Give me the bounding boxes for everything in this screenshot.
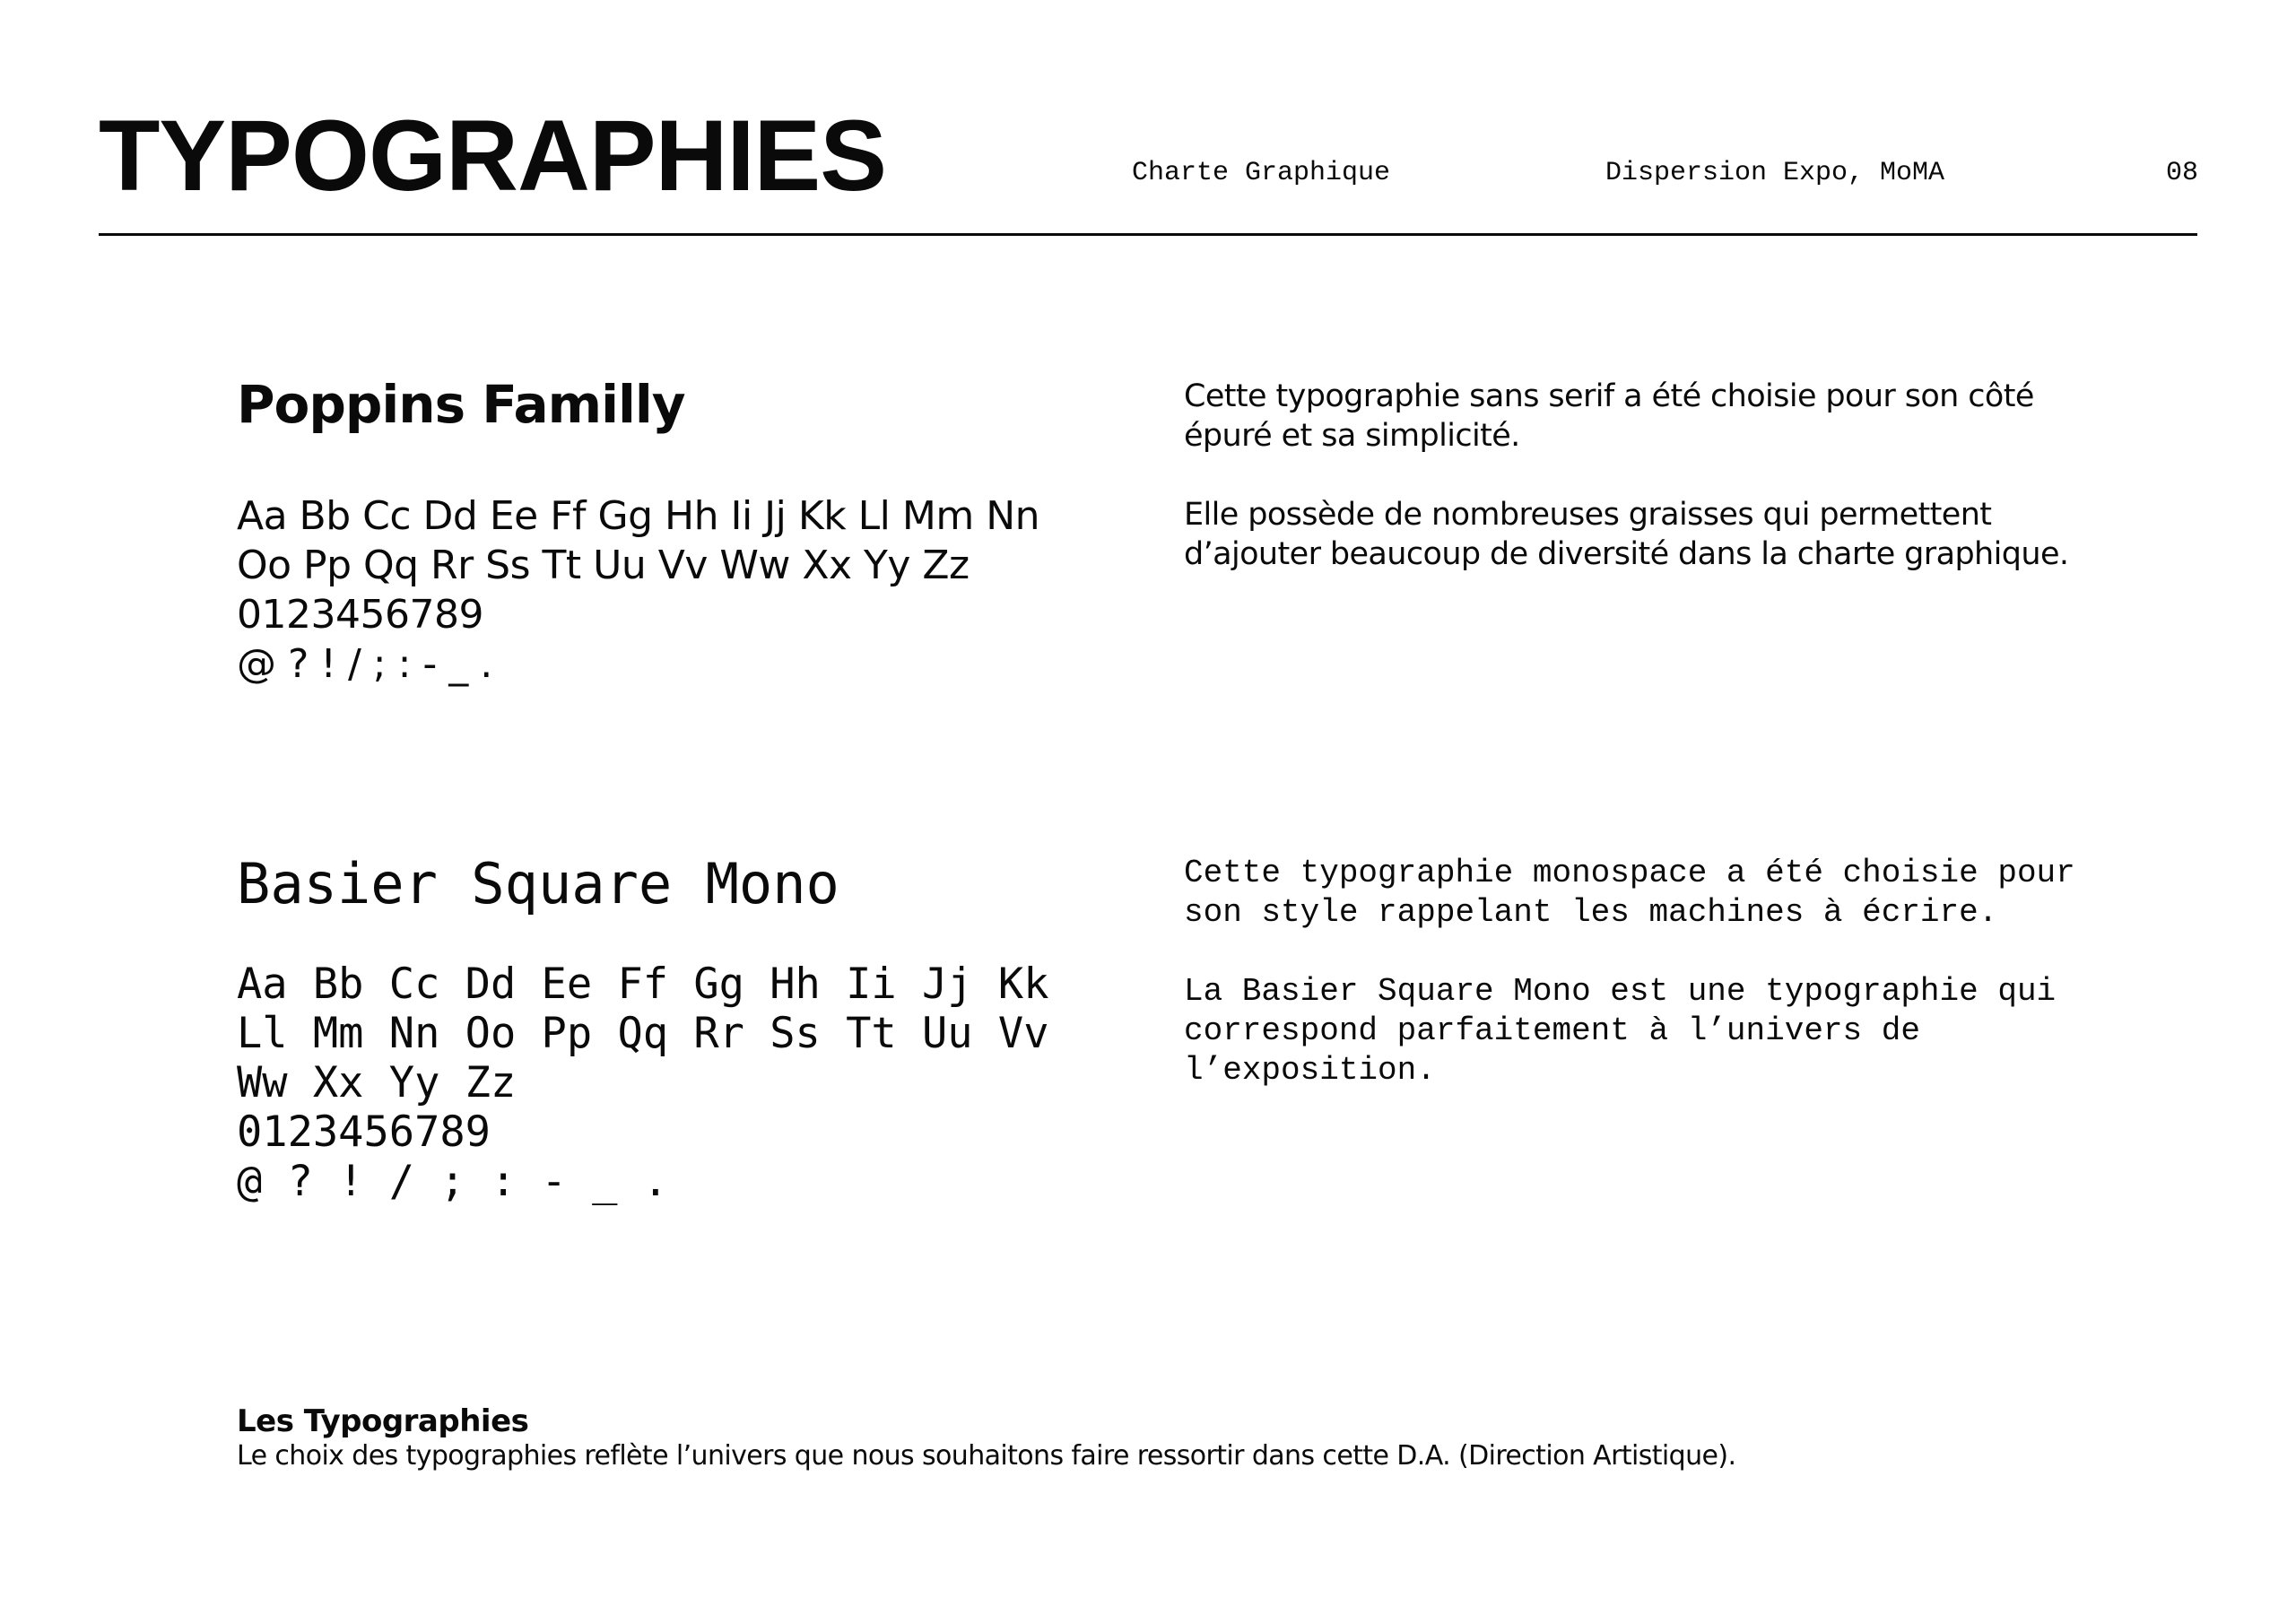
specimen-line: Ll Mm Nn Oo Pp Qq Rr Ss Tt Uu Vv [237,1009,1049,1058]
header-divider [99,233,2197,236]
font-name: Poppins Familly [237,374,685,435]
footer-title: Les Typographies [237,1403,529,1439]
page-number: 08 [2165,158,2198,188]
font-specimen [237,491,1039,689]
font-name: Basier Square Mono [237,851,839,916]
specimen-line: Ww Xx Yy Zz [237,1058,517,1107]
specimen-line: 0123456789 [237,1107,491,1157]
description-paragraph: La Basier Square Mono est une typographie qui correspond parfaitement à l’univers de l’exposition. [1184,973,2057,1089]
specimen-line: Aa Bb Cc Dd Ee Ff Gg Hh Ii Jj Kk [237,960,1049,1009]
description-paragraph: Elle possède de nombreuses graisses qui permettent d’ajouter beaucoup de diversité dans la charte graphique. [1184,497,2069,572]
description-paragraph: Cette typographie sans serif a été choisie pour son côté épuré et sa simplicité. [1184,378,2034,454]
footer-note [237,1403,2120,1473]
event-name: Dispersion Expo, MoMA [1605,158,1945,188]
specimen-line: Aa Bb Cc Dd Ee Ff Gg Hh Ii Jj Kk Ll Mm Nn [237,493,1039,539]
document-name: Charte Graphique [1132,158,1391,188]
font-description [1184,854,2090,1130]
footer-text: Le choix des typographies reflète l’univers que nous souhaitons faire ressortir dans cette D.A. (Direction Artistique). [237,1440,1736,1472]
page-title: TYPOGRAPHIES [99,100,886,212]
specimen-line: @ ? ! / ; : - _ . [237,1157,669,1206]
font-description [1184,377,2090,613]
font-specimen [237,960,1048,1206]
specimen-line: 0123456789 [237,592,483,638]
description-paragraph: Cette typographie monospace a été choisie pour son style rappelant les machines à écrire. [1184,855,2075,931]
specimen-line: Oo Pp Qq Rr Ss Tt Uu Vv Ww Xx Yy Zz [237,543,970,588]
specimen-line: @ ? ! / ; : - _ . [237,641,492,687]
